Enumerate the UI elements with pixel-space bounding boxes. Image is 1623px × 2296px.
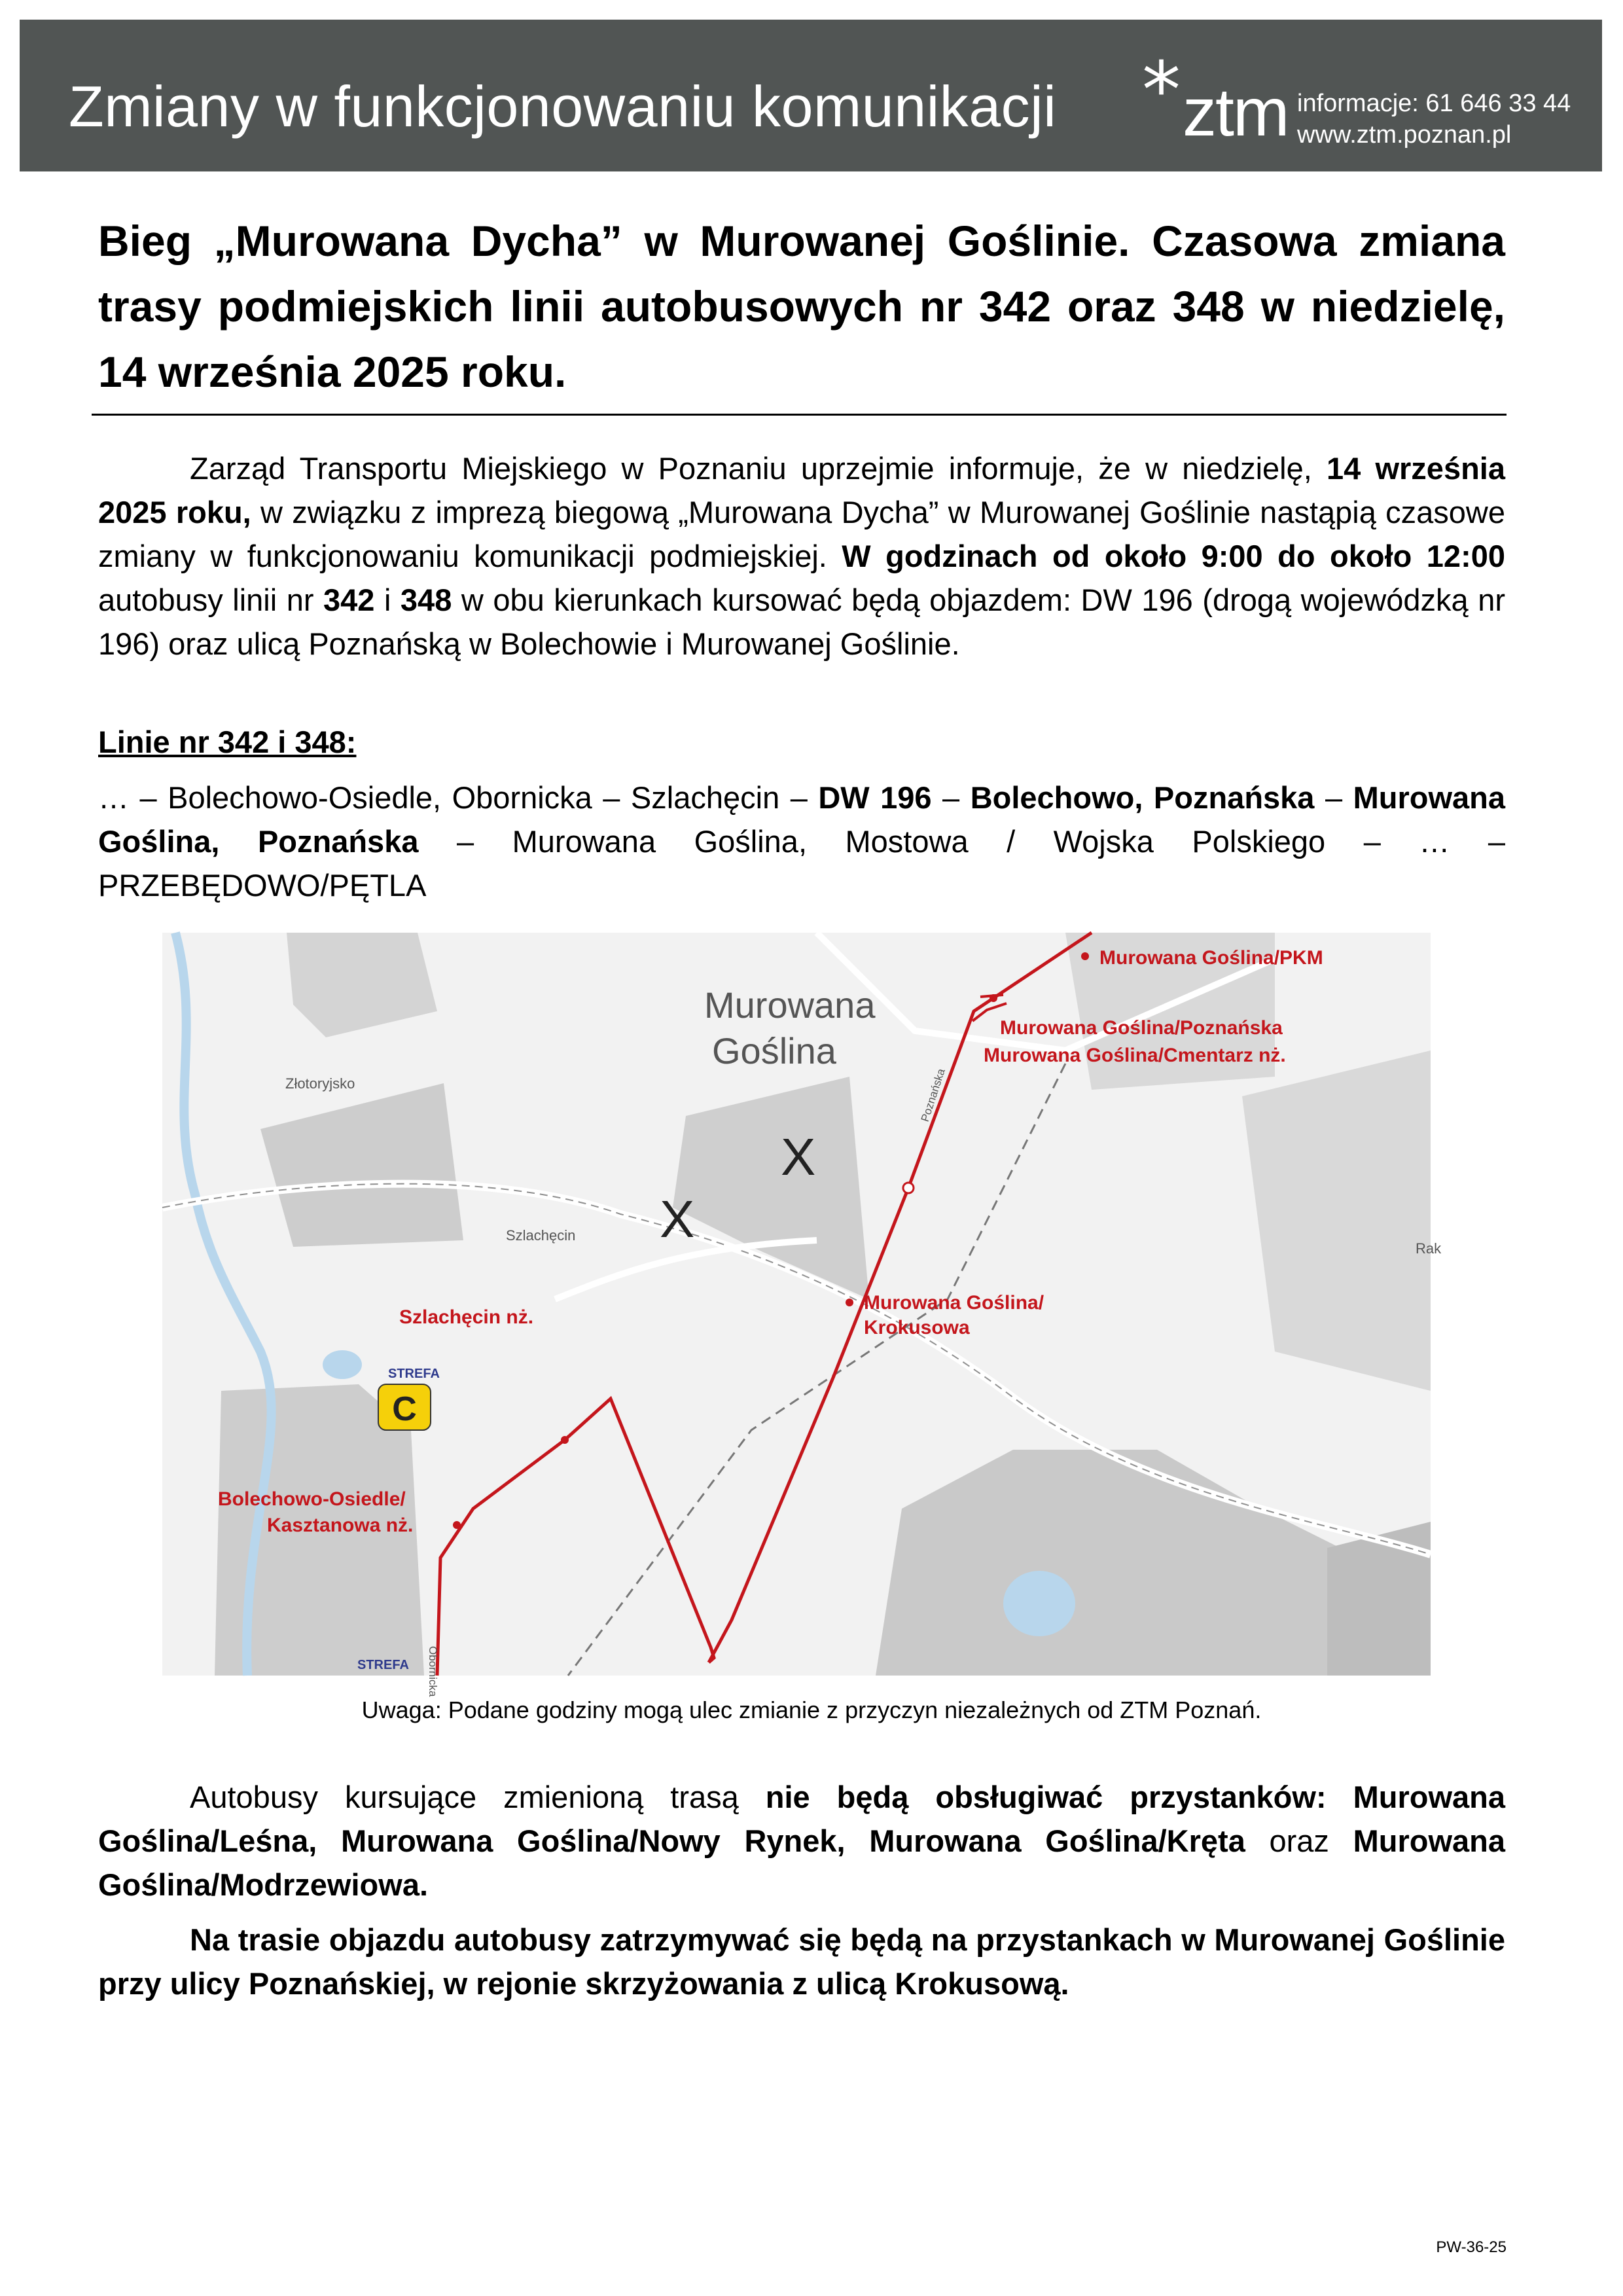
zone-label: STREFA [357, 1658, 409, 1672]
town-label: Murowana [704, 984, 876, 1026]
closure-mark: X [660, 1190, 695, 1248]
intro-hours: W godzinach od około 9:00 do około 12:00 [842, 539, 1505, 573]
stop-dot [453, 1521, 461, 1529]
stop-label: Szlachęcin nż. [399, 1306, 534, 1328]
stop-label: Murowana Goślina/Poznańska [1000, 1017, 1283, 1039]
logo-star-icon: * [1142, 45, 1181, 135]
route-text: – [1314, 780, 1353, 815]
route-bold: Murowana Goślina, Poznańska [98, 780, 1505, 859]
contact-info [1297, 88, 1571, 151]
street-label: Poznańska [918, 1067, 948, 1124]
intro-date: 14 września 2025 roku, [98, 451, 1505, 529]
line-number: 342 [323, 583, 375, 617]
street-label: Obornicka [427, 1646, 439, 1697]
map-svg [162, 933, 1442, 1697]
intro-paragraph [98, 446, 1505, 666]
para-bold: nie będą obsługiwać przystanków: Murowana Goślina/Leśna, Murowana Goślina/Nowy Rynek, Murowana Goślina/Kręta [98, 1780, 1505, 1858]
closure-mark: X [781, 1128, 816, 1186]
contact-website: www.ztm.poznan.pl [1297, 121, 1512, 149]
document-code: PW-36-25 [1436, 2238, 1507, 2256]
stop-label: Murowana Goślina/PKM [1099, 947, 1323, 969]
headline: Bieg „Murowana Dycha” w Murowanej Goślinie. Czasowa zmiana trasy podmiejskich linii autobusowych nr 342 oraz 348 w niedzielę, 14 września 2025 roku. [98, 217, 1505, 396]
stop-dot [1081, 952, 1089, 960]
para-bold: Murowana Goślina/Modrzewiowa. [98, 1823, 1505, 1902]
stop-label: Krokusowa [864, 1317, 970, 1338]
route-text: … – Bolechowo-Osiedle, Obornicka – Szlachęcin – [98, 780, 819, 815]
intro-text: Zarząd Transportu Miejskiego w Poznaniu uprzejmie informuje, że w niedzielę, [190, 451, 1327, 486]
skipped-stops-paragraph [98, 1775, 1505, 1907]
place-label: Szlachęcin [506, 1227, 576, 1244]
forest-area [1327, 1522, 1431, 1676]
zone-label: STREFA [388, 1367, 440, 1381]
pond [323, 1350, 362, 1379]
header-bar [20, 20, 1602, 171]
intro-text: i [374, 583, 401, 617]
contact-phone: informacje: 61 646 33 44 [1297, 90, 1571, 117]
route-text: – Murowana Goślina, Mostowa / Wojska Polskiego – … – PRZEBĘDOWO/PĘTLA [98, 824, 1505, 903]
place-label: Rak [1416, 1240, 1442, 1257]
lines-heading: Linie nr 342 i 348: [98, 725, 357, 759]
ztm-logo [1142, 45, 1299, 151]
stop-label: Kasztanowa nż. [267, 1515, 414, 1536]
stop-dot [990, 994, 997, 1002]
detour-stops-paragraph: Na trasie objazdu autobusy zatrzymywać się będą na przystankach w Murowanej Goślinie przy ulicy Poznańskiej, w rejonie skrzyżowania z ulicą Krokusową. [98, 1922, 1505, 2001]
zone-letter: C [392, 1390, 417, 1428]
town-label: Goślina [712, 1030, 836, 1071]
stop-label: Murowana Goślina/ [864, 1292, 1044, 1314]
lake [1003, 1571, 1075, 1636]
stop-dot [561, 1436, 569, 1444]
line-number: 348 [400, 583, 452, 617]
stop-label: Bolechowo-Osiedle/ [218, 1488, 406, 1510]
intro-text: w związku z imprezą biegową „Murowana Dycha” w Murowanej Goślinie nastąpią czasowe zmiany w funkcjonowaniu komunikacji podmiejskiej. [98, 495, 1506, 573]
stop-label: Murowana Goślina/Cmentarz nż. [984, 1045, 1286, 1066]
para-text: oraz [1245, 1823, 1353, 1858]
route-bold: Bolechowo, Poznańska [970, 780, 1315, 815]
place-label: Złotoryjsko [285, 1075, 355, 1092]
logo-text: ztm [1183, 75, 1289, 151]
stop-dot [846, 1299, 853, 1306]
header-title: Zmiany w funkcjonowaniu komunikacji [69, 74, 1057, 139]
route-bold: DW 196 [818, 780, 932, 815]
divider [92, 414, 1507, 416]
para-text: Autobusy kursujące zmienioną trasą [190, 1780, 766, 1814]
intro-text: w obu kierunkach kursować będą objazdem: DW 196 (drogą wojewódzką nr 196) oraz ulicą Poznańską w Bolechowie i Murowanej Goślinie. [98, 583, 1505, 661]
route-text: – [931, 780, 971, 815]
detour-map [162, 933, 1442, 1697]
intro-text: autobusy linii nr [98, 583, 324, 617]
route-description [98, 776, 1505, 907]
route-circle [903, 1183, 914, 1193]
map-note: Uwaga: Podane godziny mogą ulec zmianie z przyczyn niezależnych od ZTM Poznań. [361, 1696, 1262, 1723]
